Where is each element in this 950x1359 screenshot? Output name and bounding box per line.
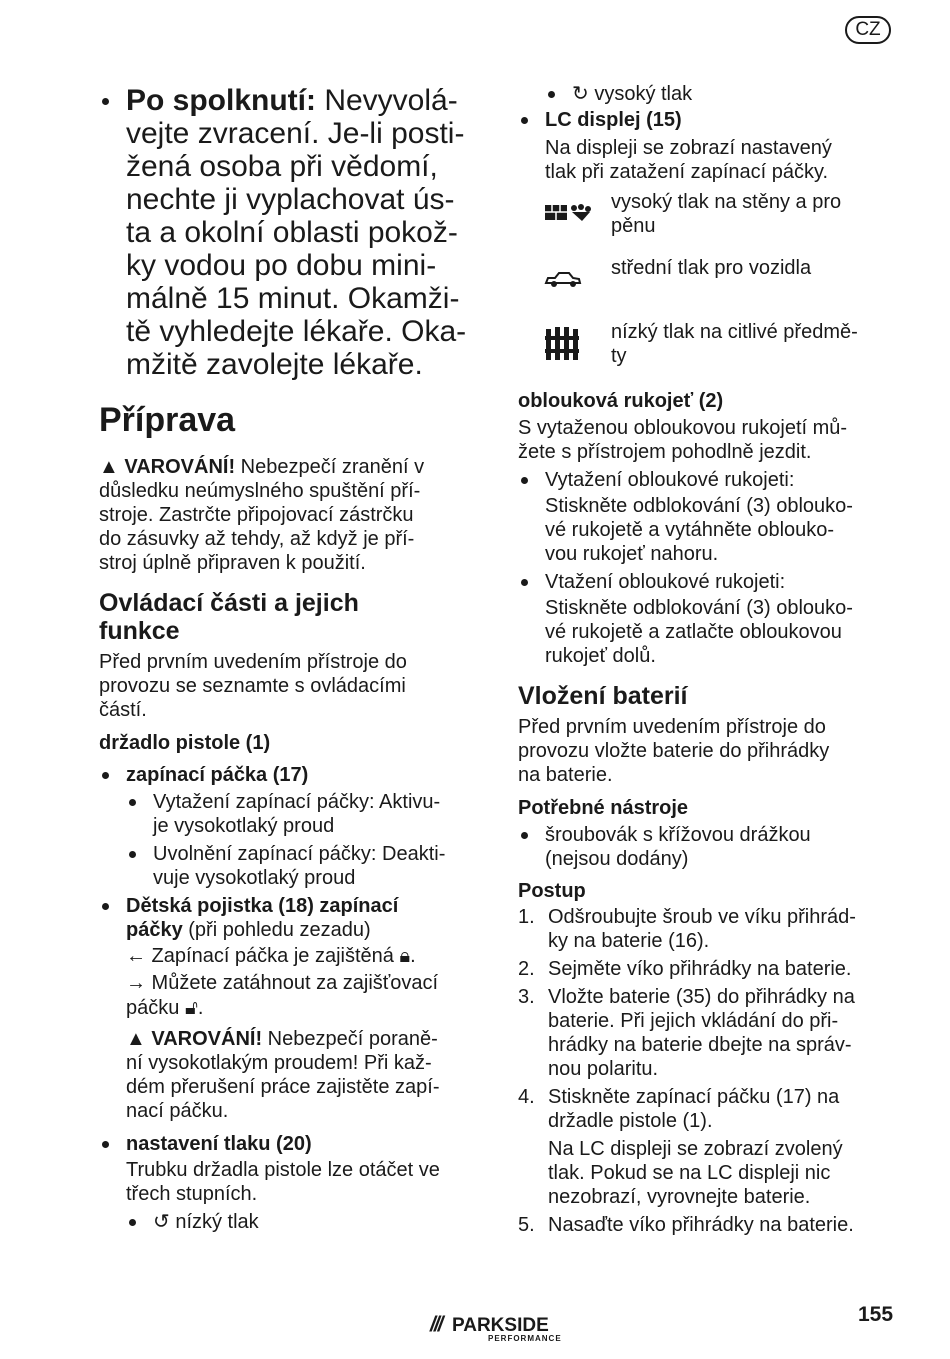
step-text: Stiskněte zapínací páčku (17) na (548, 1086, 840, 1108)
fence-icon (545, 325, 579, 361)
high-pressure: ↻ vysoký tlak (572, 83, 693, 105)
child-lock-heading: páčky (při pohledu zezadu) (126, 919, 371, 941)
warning-2-line: dém přerušení práce zajistěte zapí- (126, 1076, 440, 1098)
heading-batteries: Vložení baterií (518, 682, 688, 710)
bat-intro: na baterie. (518, 764, 613, 786)
heading-controls: funkce (99, 617, 180, 645)
procedure-heading: Postup (518, 880, 586, 902)
arc-out: vou rukojeť nahoru. (545, 543, 719, 565)
trigger-on: je vysokotlaký proud (153, 815, 335, 837)
arc-in: Stiskněte odblokování (3) oblouko- (545, 597, 853, 619)
logo-stripes-icon: /// (430, 1313, 442, 1336)
low-pressure: ↺ nízký tlak (153, 1211, 259, 1233)
bullet (521, 117, 528, 124)
tools-heading: Potřebné nástroje (518, 797, 689, 819)
pressure-text: třech stupních. (126, 1183, 258, 1205)
step-text: Odšroubujte šroub ve víku přihrád- (548, 906, 856, 928)
arc-out: Stiskněte odblokování (3) oblouko- (545, 495, 853, 517)
step-number: 3. (518, 986, 535, 1008)
warning-1-line: stroje. Zastrčte připojovací zástrčku (99, 504, 414, 526)
bullet (521, 832, 528, 839)
swallow-line: žená osoba při vědomí, (126, 150, 438, 183)
lc-heading: LC displej (15) (545, 109, 682, 131)
tools-item: (nejsou dodány) (545, 848, 689, 870)
warning-1-line: stroj úplně připraven k použití. (99, 552, 366, 574)
swallow-line: nechte ji vyplachovat ús- (126, 183, 455, 216)
step-number: 4. (518, 1086, 535, 1108)
bullet (521, 477, 528, 484)
tools-item: šroubovák s křížovou drážkou (545, 824, 811, 846)
bullet (102, 903, 109, 910)
step-text: držadle pistole (1). (548, 1110, 713, 1132)
arc-text: žete s přístrojem pohodlně jezdit. (518, 441, 812, 463)
step-text: baterie. Při jejich vkládání do při- (548, 1010, 839, 1032)
warning-2-line: ní vysokotlakým proudem! Při kaž- (126, 1052, 432, 1074)
step-text: nezobrazí, vyrovnejte baterie. (548, 1186, 811, 1208)
bullet (102, 1141, 109, 1148)
bullet (129, 799, 136, 806)
step-text: nou polaritu. (548, 1058, 659, 1080)
arc-in: vé rukojetě a zatlačte obloukovou (545, 621, 842, 643)
swallow-line: vejte zvracení. Je-li posti- (126, 117, 465, 150)
arc-in: rukojeť dolů. (545, 645, 656, 667)
warning-1-line: důsledku neúmyslného spuštění pří- (99, 480, 421, 502)
step-text: Vložte baterie (35) do přihrádky na (548, 986, 855, 1008)
unlock-line: → Můžete zatáhnout za zajišťovací (126, 972, 439, 994)
bat-intro: provozu vložte baterie do přihrádky (518, 740, 830, 762)
page-number: 155 (858, 1303, 894, 1326)
car-icon (544, 270, 582, 288)
controls-intro: Před prvním uvedením přístroje do (99, 651, 407, 673)
mode-low-text: ty (611, 345, 627, 367)
pressure-text: Trubku držadla pistole lze otáčet ve (126, 1159, 440, 1181)
controls-intro: částí. (99, 699, 147, 721)
arc-heading: oblouková rukojeť (2) (518, 390, 724, 412)
bullet (521, 579, 528, 586)
unlock-line: páčku 🔓︎. (126, 997, 204, 1019)
bullet (102, 98, 109, 105)
step-text: hrádky na baterie dbejte na správ- (548, 1034, 852, 1056)
controls-intro: provozu se seznamte s ovládacími (99, 675, 406, 697)
step-text: Nasaďte víko přihrádky na baterie. (548, 1214, 854, 1236)
wall-foam-icon (544, 200, 592, 222)
swallow-line-0: Po spolknutí: Nevyvolá- (126, 84, 458, 117)
warning-2-line-0: ▲ VAROVÁNÍ! Nebezpečí poraně- (126, 1028, 438, 1050)
bullet (102, 772, 109, 779)
arc-out: vé rukojetě a vytáhněte oblouko- (545, 519, 835, 541)
swallow-line: málně 15 minut. Okamži- (126, 282, 460, 315)
warning-2-line: nací páčku. (126, 1100, 229, 1122)
mode-high-text: vysoký tlak na stěny a pro (611, 191, 842, 213)
step-number: 1. (518, 906, 535, 928)
swallow-line: ky vodou po dobu mini- (126, 249, 437, 282)
step-text: ky na baterie (16). (548, 930, 710, 952)
mode-low-text: nízký tlak na citlivé předmě- (611, 321, 858, 343)
step-number: 2. (518, 958, 535, 980)
bat-intro: Před prvním uvedením přístroje do (518, 716, 826, 738)
lock-closed-icon: 🔒︎ (399, 945, 411, 967)
mode-high-text: pěnu (611, 215, 656, 237)
heading-controls: Ovládací části a jejich (99, 589, 359, 617)
pressure-heading: nastavení tlaku (20) (126, 1133, 312, 1155)
swallow-line: ta a okolní oblasti pokož- (126, 216, 458, 249)
warning-1-line-0: ▲ VAROVÁNÍ! Nebezpečí zranění v (99, 456, 425, 478)
lc-text: Na displeji se zobrazí nastavený (545, 137, 832, 159)
step-text: Na LC displeji se zobrazí zvolený (548, 1138, 843, 1160)
trigger-off: Uvolnění zapínací páčky: Deakti- (153, 843, 446, 865)
swallow-line: mžitě zavolejte lékaře. (126, 348, 423, 381)
step-text: tlak. Pokud se na LC displeji nic (548, 1162, 831, 1184)
lock-line: ← Zapínací páčka je zajištěná 🔒︎. (126, 945, 416, 967)
step-text: Sejměte víko přihrádky na baterie. (548, 958, 852, 980)
arc-text: S vytaženou obloukovou rukojetí mů- (518, 417, 848, 439)
parkside-logo: /// PARKSIDE PERFORMANCE (430, 1313, 562, 1343)
child-lock-heading: Dětská pojistka (18) zapínací (126, 895, 399, 917)
lc-text: tlak při zatažení zapínací páčky. (545, 161, 829, 183)
lock-open-icon: 🔓︎ (184, 997, 198, 1019)
bullet (129, 851, 136, 858)
trigger-off: vuje vysokotlaký proud (153, 867, 356, 889)
bullet (129, 1219, 136, 1226)
warning-icon: ▲ (126, 1028, 146, 1050)
warning-icon: ▲ (99, 456, 119, 478)
arc-out: Vytažení obloukové rukojeti: (545, 469, 795, 491)
heading-preparation: Příprava (99, 401, 236, 439)
warning-1-line: do zásuvky až tehdy, až když je pří- (99, 528, 415, 550)
grip-heading: držadlo pistole (1) (99, 732, 271, 754)
trigger-on: Vytažení zapínací páčky: Aktivu- (153, 791, 441, 813)
mode-mid-text: střední tlak pro vozidla (611, 257, 812, 279)
trigger-heading: zapínací páčka (17) (126, 764, 309, 786)
step-number: 5. (518, 1214, 535, 1236)
swallow-line: tě vyhledejte lékaře. Oka- (126, 315, 467, 348)
lang-badge: CZ (845, 16, 891, 44)
bullet (548, 91, 555, 98)
arc-in: Vtažení obloukové rukojeti: (545, 571, 786, 593)
